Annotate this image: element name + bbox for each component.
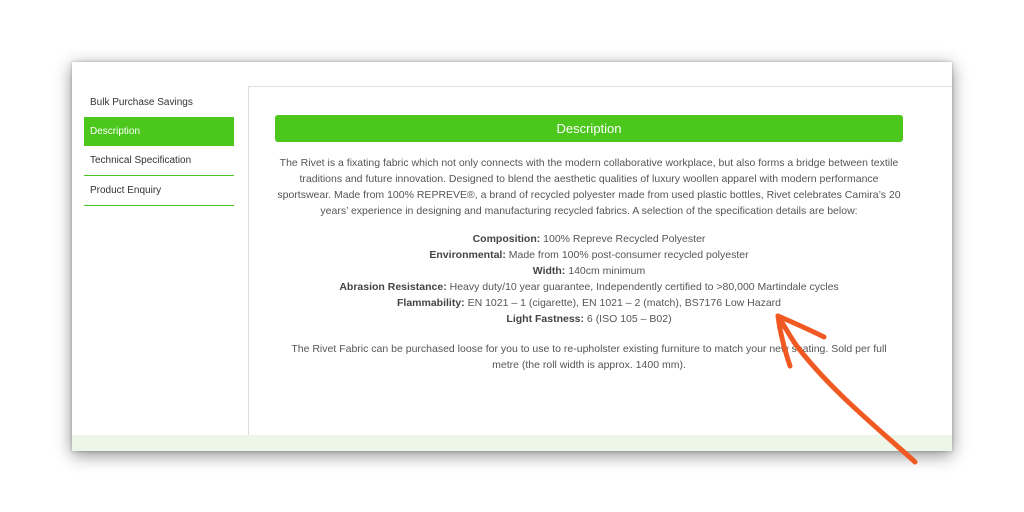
card-footer-strip (72, 435, 952, 451)
panel-title: Description (275, 115, 903, 142)
tab-description[interactable]: Description (84, 117, 234, 146)
spec-label: Environmental: (429, 249, 506, 261)
outro-paragraph: The Rivet Fabric can be purchased loose for you to use to re-upholster existing furniture to match your new seating. Sold per full metre (the roll width is approx. 1400 mm). (291, 343, 887, 371)
spec-value: 100% Repreve Recycled Polyester (540, 233, 706, 245)
product-card (72, 62, 952, 451)
tab-bulk-purchase-savings[interactable]: Bulk Purchase Savings (90, 97, 193, 108)
tab-technical-specification[interactable]: Technical Specification (84, 146, 234, 176)
spec-value: EN 1021 – 1 (cigarette), EN 1021 – 2 (match), BS7176 Low Hazard (464, 297, 782, 309)
spec-label: Composition: (472, 233, 541, 245)
spec-list (277, 231, 901, 327)
spec-value: Heavy duty/10 year guarantee, Independently certified to >80,000 Martindale cycles (446, 281, 839, 293)
spec-value: 140cm minimum (565, 265, 646, 277)
product-tabs-sidebar (84, 88, 234, 206)
spec-label: Abrasion Resistance: (339, 281, 447, 293)
spec-label: Flammability: (396, 297, 465, 309)
spec-composition (277, 231, 901, 247)
spec-label: Light Fastness: (506, 313, 585, 325)
spec-value: Made from 100% post-consumer recycled polyester (505, 249, 749, 261)
spec-flammability (277, 295, 901, 311)
description-panel (248, 86, 952, 436)
intro-paragraph: The Rivet is a fixating fabric which not only connects with the modern collaborative workplace, but also forms a bridge between textile traditions and future innovation. Designed to blend the aesthetic qualities of luxury woollen apparel with modern performance sportswear. Made from 100% REPREVE®, a brand of recycled polyester made from used plastic bottles, Rivet celebrates Camira’s 20 years’ experience in designing and manufacturing recycled fabrics. A selection of the specification details are below: (277, 157, 901, 217)
spec-label: Width: (532, 265, 566, 277)
spec-abrasion-resistance (277, 279, 901, 295)
tab-product-enquiry[interactable]: Product Enquiry (84, 176, 234, 206)
spec-value: 6 (ISO 105 – B02) (584, 313, 672, 325)
spec-environmental (277, 247, 901, 263)
spec-light-fastness (277, 311, 901, 327)
spec-width (277, 263, 901, 279)
description-body (277, 155, 901, 373)
